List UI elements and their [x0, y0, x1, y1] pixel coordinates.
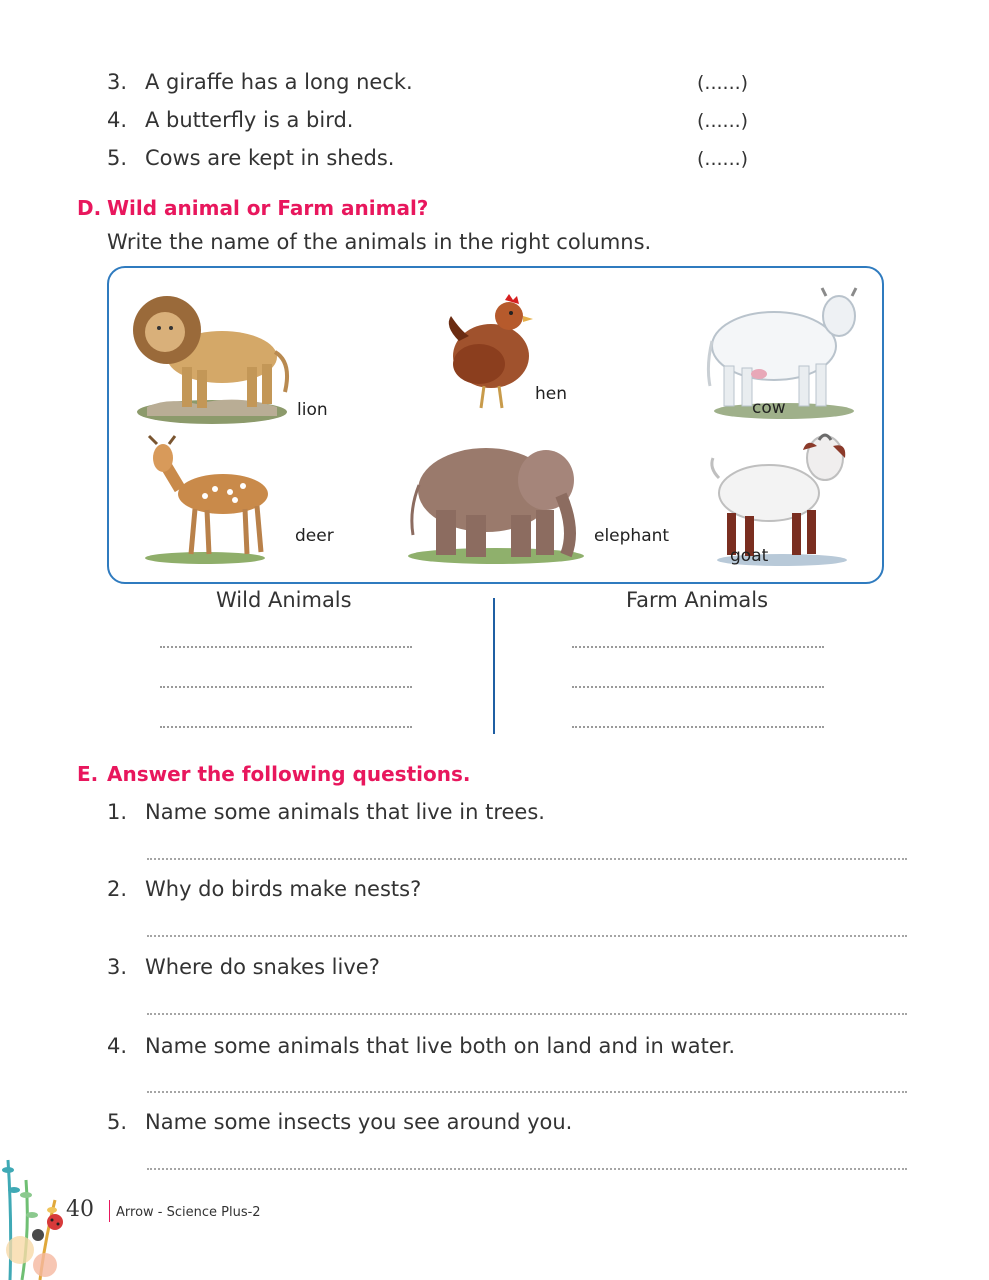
- question: [107, 955, 380, 979]
- section-letter: E.: [77, 762, 99, 786]
- section-letter: D.: [77, 196, 102, 220]
- question-text: Where do snakes live?: [145, 955, 380, 979]
- column-divider: [493, 598, 495, 734]
- page-number: 40: [66, 1197, 94, 1222]
- tf-answer-blank[interactable]: (......): [697, 110, 749, 132]
- tf-statement: [107, 70, 413, 94]
- floral-decoration-icon: [0, 1100, 75, 1280]
- section-d-heading: [77, 196, 428, 220]
- farm-animals-heading: Farm Animals: [626, 588, 769, 612]
- question-text: Why do birds make nests?: [145, 877, 422, 901]
- book-title: Arrow - Science Plus-2: [116, 1205, 261, 1220]
- question: [107, 1110, 572, 1134]
- answer-line[interactable]: [147, 1168, 907, 1170]
- section-e-heading: [77, 762, 470, 786]
- question-number: 4.: [107, 1034, 128, 1058]
- question-text: Name some insects you see around you.: [145, 1110, 573, 1134]
- tf-text: A giraffe has a long neck.: [145, 70, 413, 94]
- wild-answer-line[interactable]: [160, 686, 412, 688]
- farm-answer-line[interactable]: [572, 686, 824, 688]
- question-number: 2.: [107, 877, 128, 901]
- wild-answer-line[interactable]: [160, 646, 412, 648]
- section-d-instruction: Write the name of the animals in the right columns.: [107, 230, 652, 254]
- footer-divider: [109, 1200, 110, 1222]
- animal-label-cow: cow: [752, 398, 786, 418]
- tf-number: 5.: [107, 146, 128, 170]
- tf-statement: [107, 108, 353, 132]
- question: [107, 877, 421, 901]
- question: [107, 800, 545, 824]
- farm-answer-line[interactable]: [572, 726, 824, 728]
- wild-answer-line[interactable]: [160, 726, 412, 728]
- answer-line[interactable]: [147, 858, 907, 860]
- tf-statement: [107, 146, 394, 170]
- answer-line[interactable]: [147, 1013, 907, 1015]
- tf-text: A butterfly is a bird.: [145, 108, 354, 132]
- elephant-illustration: [401, 430, 586, 566]
- answer-line[interactable]: [147, 1091, 907, 1093]
- question-number: 3.: [107, 955, 128, 979]
- question-text: Name some animals that live in trees.: [145, 800, 545, 824]
- animal-label-elephant: elephant: [594, 526, 670, 546]
- tf-number: 4.: [107, 108, 128, 132]
- question-number: 5.: [107, 1110, 128, 1134]
- answer-line[interactable]: [147, 935, 907, 937]
- section-title: Wild animal or Farm animal?: [107, 196, 429, 220]
- question: [107, 1034, 735, 1058]
- animal-label-deer: deer: [295, 526, 334, 546]
- deer-illustration: [135, 434, 275, 564]
- hen-illustration: [439, 286, 544, 414]
- animal-label-hen: hen: [535, 384, 568, 404]
- animal-picture-box: [107, 266, 884, 584]
- wild-animals-heading: Wild Animals: [216, 588, 352, 612]
- animal-label-lion: lion: [297, 400, 328, 420]
- animal-label-goat: goat: [730, 546, 769, 566]
- question-number: 1.: [107, 800, 128, 824]
- farm-answer-line[interactable]: [572, 646, 824, 648]
- lion-illustration: [127, 282, 292, 427]
- tf-number: 3.: [107, 70, 128, 94]
- tf-answer-blank[interactable]: (......): [697, 72, 749, 94]
- tf-text: Cows are kept in sheds.: [145, 146, 395, 170]
- section-title: Answer the following questions.: [107, 762, 471, 786]
- tf-answer-blank[interactable]: (......): [697, 148, 749, 170]
- question-text: Name some animals that live both on land and in water.: [145, 1034, 736, 1058]
